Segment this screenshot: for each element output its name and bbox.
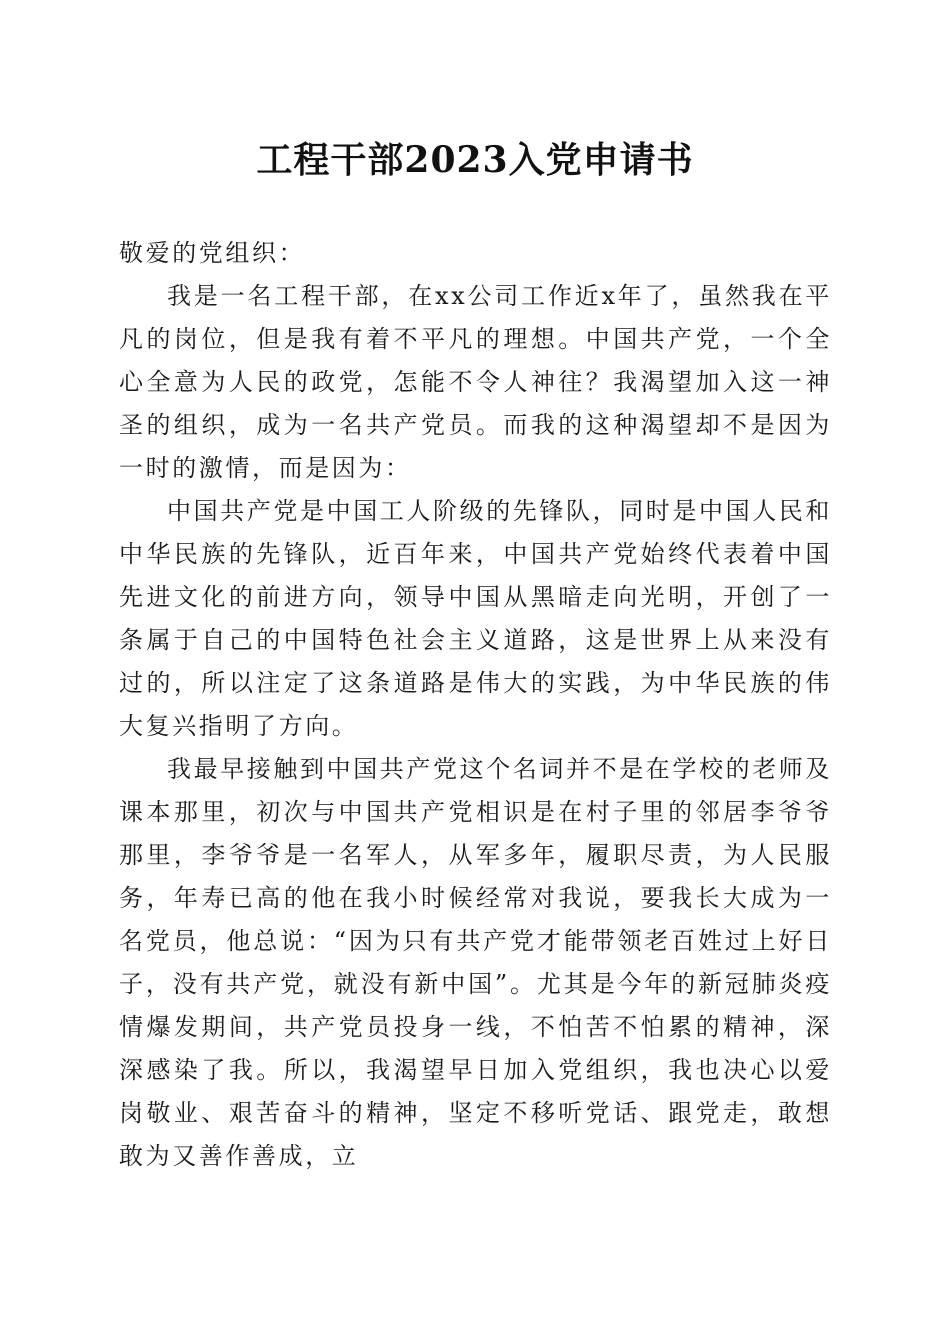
paragraph-1: 我是一名工程干部，在xx公司工作近x年了，虽然我在平凡的岗位，但是我有着不平凡的理想。中国共产党，一个全心全意为人民的政党，怎能不令人神往？我渴望加入这一神圣的组织，成为一名共产党员。而我的这种渴望却不是因为一时的激情，而是因为： [119,282,832,482]
paragraph-3: 我最早接触到中国共产党这个名词并不是在学校的老师及课本那里，初次与中国共产党相识是在村子里的邻居李爷爷那里，李爷爷是一名军人，从军多年，履职尽责，为人民服务，年寿已高的他在我小时候经常对我说，要我长大成为一名党员，他总说：“因为只有共产党才能带领老百姓过上好日子，没有共产党，就没有新中国”。尤其是今年的新冠肺炎疫情爆发期间，共产党员投身一线，不怕苦不怕累的精神，深深感染了我。所以，我渴望早日加入党组织，我也决心以爱岗敬业、艰苦奋斗的精神，坚定不移听党话、跟党走，敢想敢为又善作善成，立 [119,755,832,1170]
salutation: 敬爱的党组织： [119,239,306,267]
document-title: 工程干部2023入党申请书 [256,139,694,181]
document-body [119,232,832,1178]
paragraph-2: 中国共产党是中国工人阶级的先锋队，同时是中国人民和中华民族的先锋队，近百年来，中国共产党始终代表着中国先进文化的前进方向，领导中国从黑暗走向光明，开创了一条属于自己的中国特色社会主义道路，这是世界上从来没有过的，所以注定了这条道路是伟大的实践，为中华民族的伟大复兴指明了方向。 [119,497,832,740]
